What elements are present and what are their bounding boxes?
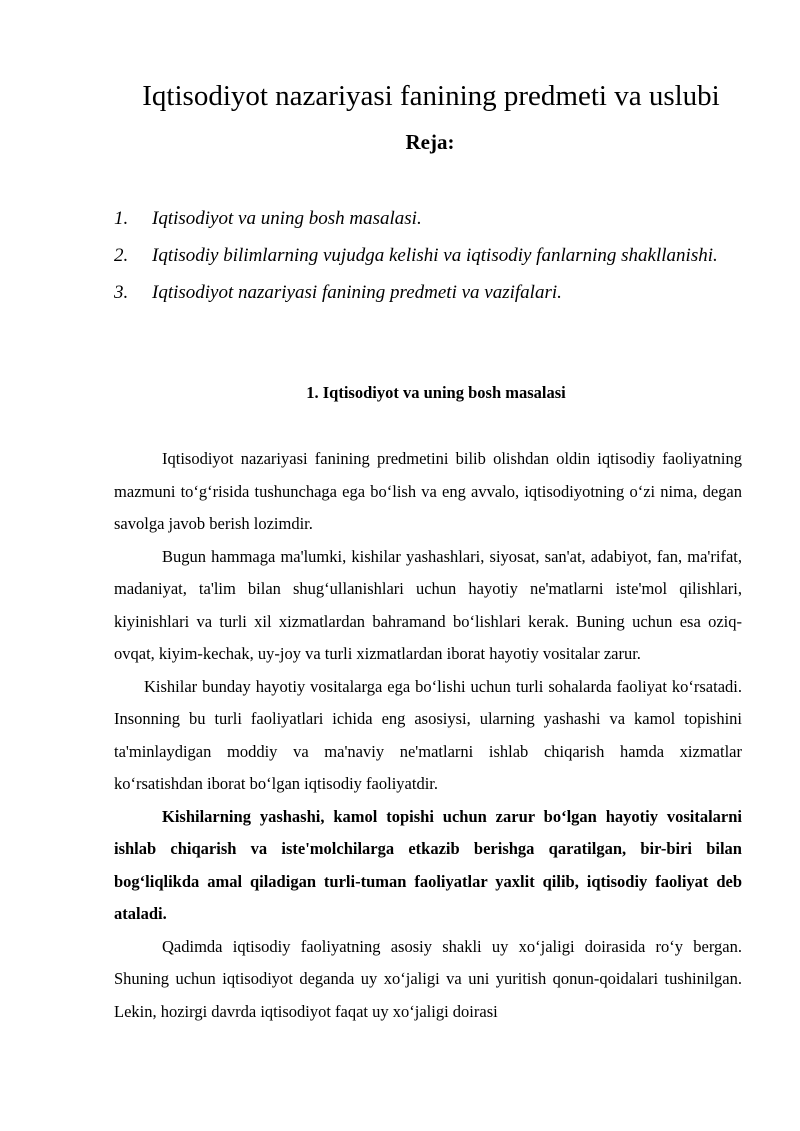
document-body (114, 443, 742, 1028)
plan-item-number: 2. (114, 245, 129, 266)
plan-item-text: Iqtisodiyot nazariyasi fanining predmeti va vazifalari. (152, 282, 562, 303)
document-title: Iqtisodiyot nazariyasi fanining predmeti va uslubi (142, 80, 720, 112)
plan-item-number: 3. (114, 282, 129, 303)
plan-item (114, 200, 742, 237)
plan-item-number: 1. (114, 208, 129, 229)
plan-heading: Reja: (405, 130, 455, 154)
paragraph: Qadimda iqtisodiy faoliyatning asosiy shakli uy xo‘jaligi doirasida ro‘y bergan. Shuning uchun iqtisodiyot deganda uy xo‘jaligi va uni yuritish qonun-qoidalari tushinilgan. Lekin, hozirgi davrda iqtisodiyot faqat uy xo‘jaligi doirasi (114, 936, 742, 1021)
paragraph: Iqtisodiyot nazariyasi fanining predmetini bilib olishdan oldin iqtisodiy faoliyatning mazmuni to‘g‘risida tushunchaga ega bo‘lish va eng avvalo, iqtisodiyotning o‘zi nima, degan savolga javob berish lozimdir. (114, 449, 742, 533)
plan-list (114, 200, 742, 311)
plan-item (114, 237, 742, 274)
paragraph: Kishilar bunday hayotiy vositalarga ega bo‘lishi uchun turli sohalarda faoliyat ko‘rsatadi. Insonning bu turli faoliyatlari ichida eng asosiysi, ularning yashashi va kamol topishini ta'minlaydigan moddiy va ma'naviy ne'matlarni ishlab chiqarish hamda xizmatlar ko‘rsatishdan iborat bo‘lgan iqtisodiy faoliyatdir. (114, 676, 742, 793)
plan-item-text: Iqtisodiy bilimlarning vujudga kelishi va iqtisodiy fanlarning shakllanishi. (152, 245, 718, 266)
section-heading: 1. Iqtisodiyot va uning bosh masalasi (306, 383, 566, 402)
paragraph: Bugun hammaga ma'lumki, kishilar yashashlari, siyosat, san'at, adabiyot, fan, ma'rifat, madaniyat, ta'lim bilan shug‘ullanishlari uchun hayotiy ne'matlarni iste'mol qilishlari, kiyinishlari va turli xil xizmatlardan bahramand bo‘lishlari kerak. Buning uchun esa oziq-ovqat, kiyim-kechak, uy-joy va turli xizmatlardan iborat hayotiy vositalar zarur. (114, 546, 742, 663)
plan-item-text: Iqtisodiyot va uning bosh masalasi. (152, 208, 422, 229)
definition-paragraph: Kishilarning yashashi, kamol topishi uchun zarur bo‘lgan hayotiy vositalarni ishlab chiqarish va iste'molchilarga etkazib berishga qaratilgan, bir-biri bilan bog‘liqlikda amal qiladigan turli-tuman faoliyatlar yaxlit qilib, iqtisodiy faoliyat deb ataladi. (114, 806, 742, 923)
plan-item (114, 274, 742, 311)
